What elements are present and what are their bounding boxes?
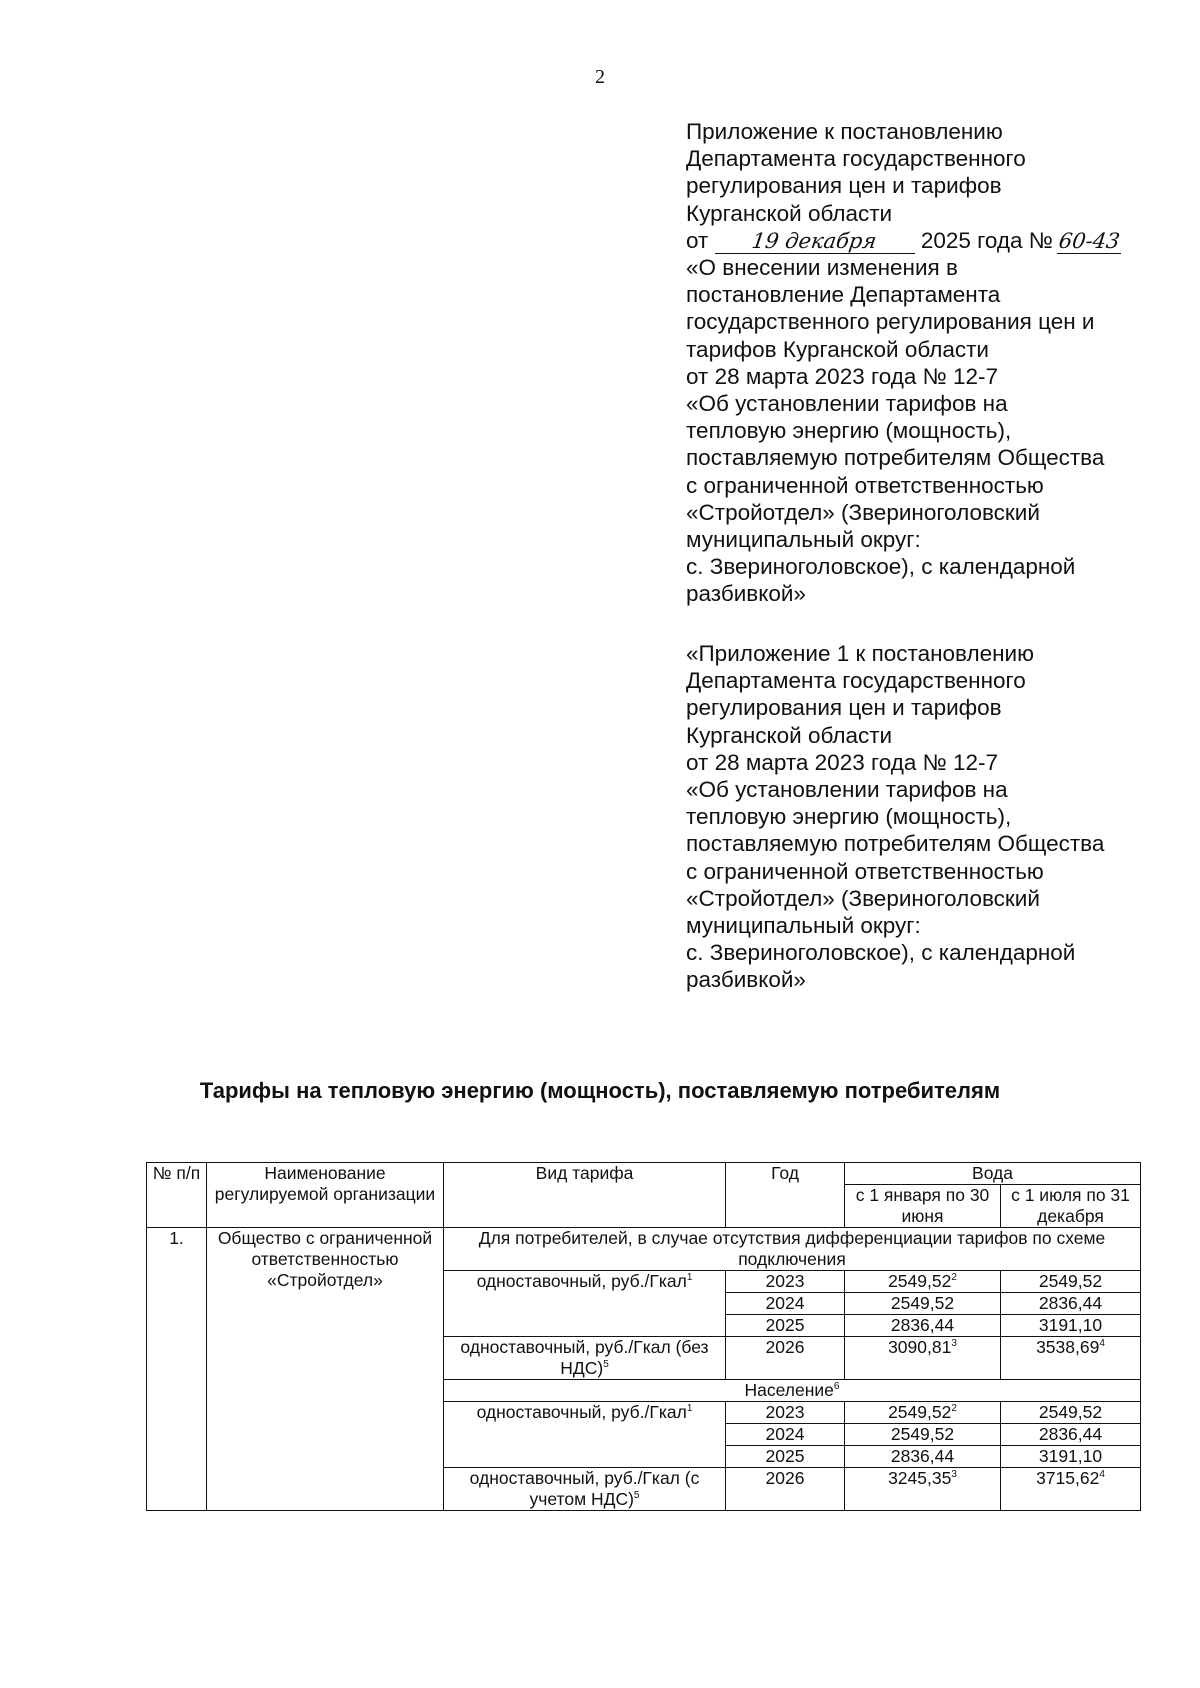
appendix-line: «О внесении изменения в — [686, 255, 958, 281]
appendix-line: «Приложение 1 к постановлению — [686, 641, 1034, 666]
tariff-type-cell — [444, 1337, 726, 1380]
appendix-line: государственного регулирования цен и — [686, 309, 1095, 335]
value-text: 2549,52 — [890, 1293, 955, 1313]
year-cell: 2025 — [726, 1446, 845, 1468]
appendix-line: Департамента государственного — [686, 668, 1026, 694]
year-cell: 2024 — [726, 1424, 845, 1446]
value-text: 2836,44 — [890, 1446, 955, 1466]
footnote-mark: 5 — [633, 1490, 640, 1502]
value-text: 3715,62 — [1036, 1468, 1100, 1488]
handwritten-date-text: 19 декабря — [750, 228, 879, 253]
value-text: 2549,52 — [1038, 1402, 1103, 1422]
appendix-line: муниципальный округ: — [686, 913, 921, 939]
value-text: 2836,44 — [1038, 1424, 1103, 1444]
tariff-type-label: одноставочный, руб./Гкал (с учетом НДС) — [469, 1468, 700, 1509]
value-second-half — [1001, 1337, 1141, 1380]
value-text: 2549,52 — [888, 1402, 952, 1422]
appendix-line: от 28 марта 2023 года № 12-7 — [686, 749, 999, 775]
value-first-half — [845, 1424, 1001, 1446]
appendix-quoted — [686, 640, 1156, 994]
value-second-half — [1001, 1402, 1141, 1424]
row-number: 1. — [147, 1228, 207, 1511]
year-cell: 2026 — [726, 1337, 845, 1380]
value-second-half — [1001, 1446, 1141, 1468]
value-text: 2549,52 — [888, 1271, 952, 1291]
footnote-mark: 2 — [951, 1403, 957, 1415]
header-organization: Наименование регулируемой организации — [207, 1163, 444, 1228]
appendix-line: разбивкой» — [686, 581, 806, 607]
value-text: 2836,44 — [890, 1315, 955, 1335]
header-period-first-half: с 1 января по 30 июня — [845, 1185, 1001, 1228]
appendix-line: регулирования цен и тарифов — [686, 695, 1002, 721]
appendix-header — [686, 118, 1156, 608]
value-second-half — [1001, 1293, 1141, 1315]
header-period-second-half: с 1 июля по 31 декабря — [1001, 1185, 1141, 1228]
footnote-mark: 6 — [833, 1381, 840, 1393]
appendix-line: с. Звериноголовское), с календарной — [686, 554, 1076, 580]
tariff-table — [146, 1162, 1141, 1511]
appendix-line: Курганской области — [686, 722, 893, 748]
value-second-half — [1001, 1424, 1141, 1446]
appendix-line: поставляемую потребителям Общества — [686, 445, 1105, 471]
value-first-half — [845, 1293, 1001, 1315]
value-first-half — [845, 1446, 1001, 1468]
value-second-half — [1001, 1315, 1141, 1337]
value-text: 2836,44 — [1038, 1293, 1103, 1313]
appendix-line: тепловую энергию (мощность), — [686, 804, 1012, 830]
appendix-line: с ограниченной ответственностью — [686, 858, 1044, 884]
value-second-half — [1001, 1271, 1141, 1293]
year-cell: 2025 — [726, 1315, 845, 1337]
tariff-type-cell — [444, 1468, 726, 1511]
footnote-mark: 1 — [686, 1272, 693, 1284]
footnote-mark: 3 — [951, 1338, 957, 1350]
appendix-line: разбивкой» — [686, 967, 806, 993]
header-year: Год — [726, 1163, 845, 1228]
appendix-line: «Об установлении тарифов на — [686, 391, 1008, 417]
handwritten-date — [715, 229, 915, 254]
appendix-line: Приложение к постановлению — [686, 119, 1003, 144]
date-middle: 2025 года № — [920, 227, 1053, 253]
handwritten-number — [1057, 229, 1122, 254]
value-text: 3090,81 — [888, 1337, 952, 1357]
header-row — [147, 1163, 1141, 1185]
organization-name: Общество с ограниченной ответственностью «Стройотдел» — [207, 1228, 444, 1511]
footnote-mark: 1 — [686, 1403, 693, 1415]
value-second-half — [1001, 1468, 1141, 1511]
year-cell: 2024 — [726, 1293, 845, 1315]
footnote-mark: 2 — [951, 1272, 957, 1284]
appendix-line: Департамента государственного — [686, 146, 1026, 172]
appendix-line: «Об установлении тарифов на — [686, 777, 1008, 803]
year-cell: 2026 — [726, 1468, 845, 1511]
tariff-type-cell — [444, 1271, 726, 1337]
footnote-mark: 4 — [1099, 1338, 1105, 1350]
appendix-line: регулирования цен и тарифов — [686, 173, 1002, 199]
header-water: Вода — [845, 1163, 1141, 1185]
table-row — [147, 1228, 1141, 1271]
value-text: 3245,35 — [888, 1468, 952, 1488]
appendix-line: постановление Департамента — [686, 282, 1001, 308]
section-title-general: Для потребителей, в случае отсутствия дифференциации тарифов по схеме подключения — [444, 1228, 1141, 1271]
handwritten-number-text: 60-43 — [1057, 228, 1122, 253]
section-title-population — [444, 1380, 1141, 1402]
appendix-date-line — [686, 227, 1156, 254]
value-text: 3191,10 — [1038, 1446, 1103, 1466]
tariff-type-cell — [444, 1402, 726, 1468]
value-text: 3191,10 — [1038, 1315, 1103, 1335]
value-first-half — [845, 1315, 1001, 1337]
footnote-mark: 5 — [603, 1359, 609, 1371]
value-first-half — [845, 1468, 1001, 1511]
appendix-line: с. Звериноголовское), с календарной — [686, 940, 1076, 966]
value-first-half — [845, 1337, 1001, 1380]
appendix-line: поставляемую потребителям Общества — [686, 831, 1105, 857]
date-prefix: от — [686, 227, 709, 253]
document-title: Тарифы на тепловую энергию (мощность), поставляемую потребителям — [199, 1078, 1001, 1103]
footnote-mark: 4 — [1099, 1469, 1105, 1481]
year-cell: 2023 — [726, 1271, 845, 1293]
appendix-line: «Стройотдел» (Звериноголовский — [686, 499, 1040, 525]
appendix-line: от 28 марта 2023 года № 12-7 — [686, 363, 999, 389]
footnote-mark: 3 — [951, 1469, 957, 1481]
header-number: № п/п — [147, 1163, 207, 1228]
tariff-type-label: одноставочный, руб./Гкал (без НДС) — [460, 1337, 709, 1378]
value-first-half — [845, 1271, 1001, 1293]
year-cell: 2023 — [726, 1402, 845, 1424]
value-text: 3538,69 — [1036, 1337, 1100, 1357]
header-tariff-type: Вид тарифа — [444, 1163, 726, 1228]
value-text: 2549,52 — [890, 1424, 955, 1444]
appendix-line: Курганской области — [686, 200, 893, 226]
appendix-line: с ограниченной ответственностью — [686, 472, 1044, 498]
section-title-text: Население — [744, 1380, 834, 1400]
appendix-line: «Стройотдел» (Звериноголовский — [686, 885, 1040, 911]
page-number: 2 — [595, 66, 605, 88]
appendix-line: муниципальный округ: — [686, 527, 921, 553]
tariff-type-label: одноставочный, руб./Гкал — [476, 1271, 687, 1291]
tariff-type-label: одноставочный, руб./Гкал — [476, 1402, 687, 1422]
value-first-half — [845, 1402, 1001, 1424]
appendix-line: тепловую энергию (мощность), — [686, 418, 1012, 444]
appendix-line: тарифов Курганской области — [686, 336, 989, 362]
value-text: 2549,52 — [1038, 1271, 1103, 1291]
